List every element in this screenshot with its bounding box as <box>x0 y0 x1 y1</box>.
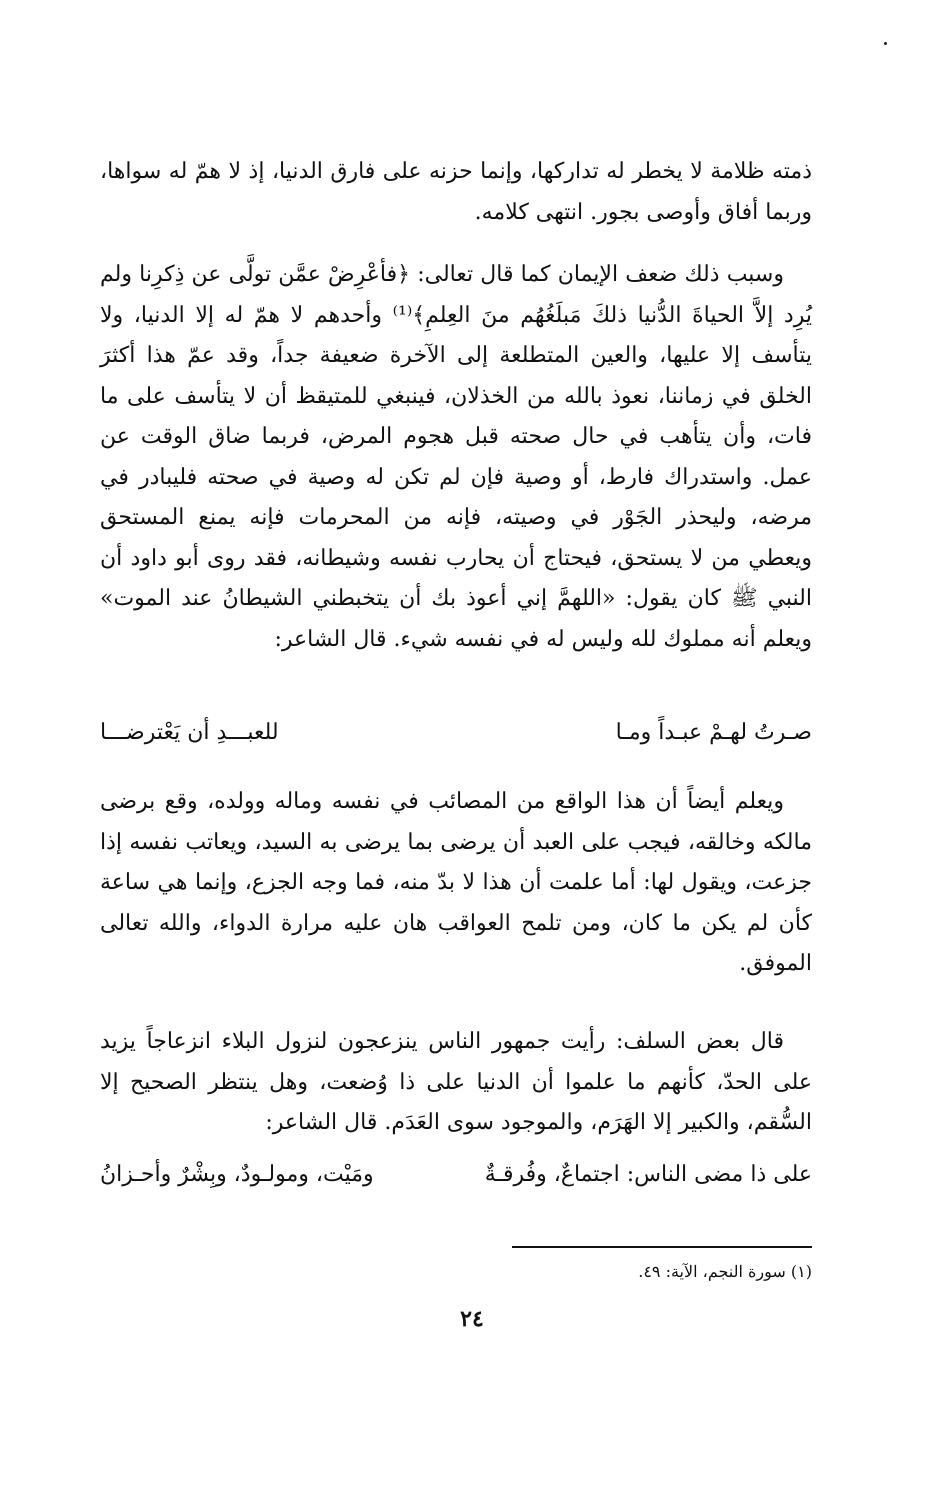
verse-1 <box>100 720 812 760</box>
verse-1-first-half: صـرتُ لهـمْ عبـداً ومـا <box>615 720 812 745</box>
page-number: ٢٤ <box>460 1306 484 1332</box>
paragraph-3 <box>100 782 812 985</box>
paragraph-text: وسبب ذلك ضعف الإيمان كما قال تعالى: ﴿فأعْرِضْ عمَّن تولَّى عن ذِكرِنا ولم يُرِد إلاَّ الحياةَ الدُّنيا ذلكَ مَبلَغُهُم منَ العِلمِ﴾⁽¹⁾ وأحدهم لا همّ له إلا الدنيا، ولا يتأسف إلا عليها، والعين المتطلعة إلى الآخرة ضعيفة جداً، وقد عمّ هذا أكثرَ الخلق في زماننا، نعوذ بالله من الخذلان، فينبغي للمتيقظ أن لا يتأسف على ما فات، وأن يتأهب في حال صحته قبل هجوم المرض، فربما ضاق الوقت عن عمل. واستدراك فارط، أو وصية فإن لم تكن له وصية في صحته فليبادر في مرضه، وليحذر الجَوْر في وصيته، فإنه من المحرمات فإنه يمنع المستحق ويعطي من لا يستحق، فيحتاج أن يحارب نفسه وشيطانه، فقد روى أبو داود أن النبي ﷺ كان يقول: «اللهمَّ إني أعوذ بك أن يتخبطني الشيطانُ عند الموت» ويعلم أنه مملوك لله وليس له في نفسه شيء. قال الشاعر: <box>100 262 812 652</box>
paragraph-2 <box>100 255 812 660</box>
paragraph-4 <box>100 1022 812 1144</box>
verse-2-first-half: على ذا مضى الناس: اجتماعٌ، وفُرقـةٌ <box>484 1162 812 1187</box>
verse-1-second-half: للعبـــدِ أن يَعْترضـــا <box>100 720 279 745</box>
verse-2 <box>100 1162 812 1202</box>
verse-2-second-half: ومَيْت، ومولـودٌ، وبِشْرٌ وأحـزانُ <box>100 1162 374 1187</box>
paragraph-text: قال بعض السلف: رأيت جمهور الناس ينزعجون لنزول البلاء انزعاجاً يزيد على الحدّ، كأنهم ما علموا أن الدنيا على ذا وُضعت، وهل ينتظر الصحيح إلا السُّقم، والكبير إلا الهَرَم، والموجود سوى العَدَم. قال الشاعر: <box>100 1029 812 1135</box>
paragraph-1 <box>100 152 812 233</box>
paragraph-text: ويعلم أيضاً أن هذا الواقع من المصائب في نفسه وماله وولده، وقع برضى مالكه وخالقه، فيجب على العبد أن يرضى بما يرضى به السيد، ويعاتب نفسه إذا جزعت، ويقول لها: أما علمت أن هذا لا بدّ منه، فما وجه الجزع، وإنما هي ساعة كأن لم يكن ما كان، ومن تلمح العواقب هان عليه مرارة الدواء، والله تعالى الموفق. <box>100 789 812 976</box>
paragraph-text: ذمته ظلامة لا يخطر له تداركها، وإنما حزنه على فارق الدنيا، إذ لا همّ له سواها، وربما أفاق وأوصى بجور. انتهى كلامه. <box>100 159 812 225</box>
footnote-divider <box>512 1246 812 1248</box>
footnote: (١) سورة النجم، الآية: ٤٩. <box>638 1262 812 1281</box>
print-speck <box>884 42 887 45</box>
